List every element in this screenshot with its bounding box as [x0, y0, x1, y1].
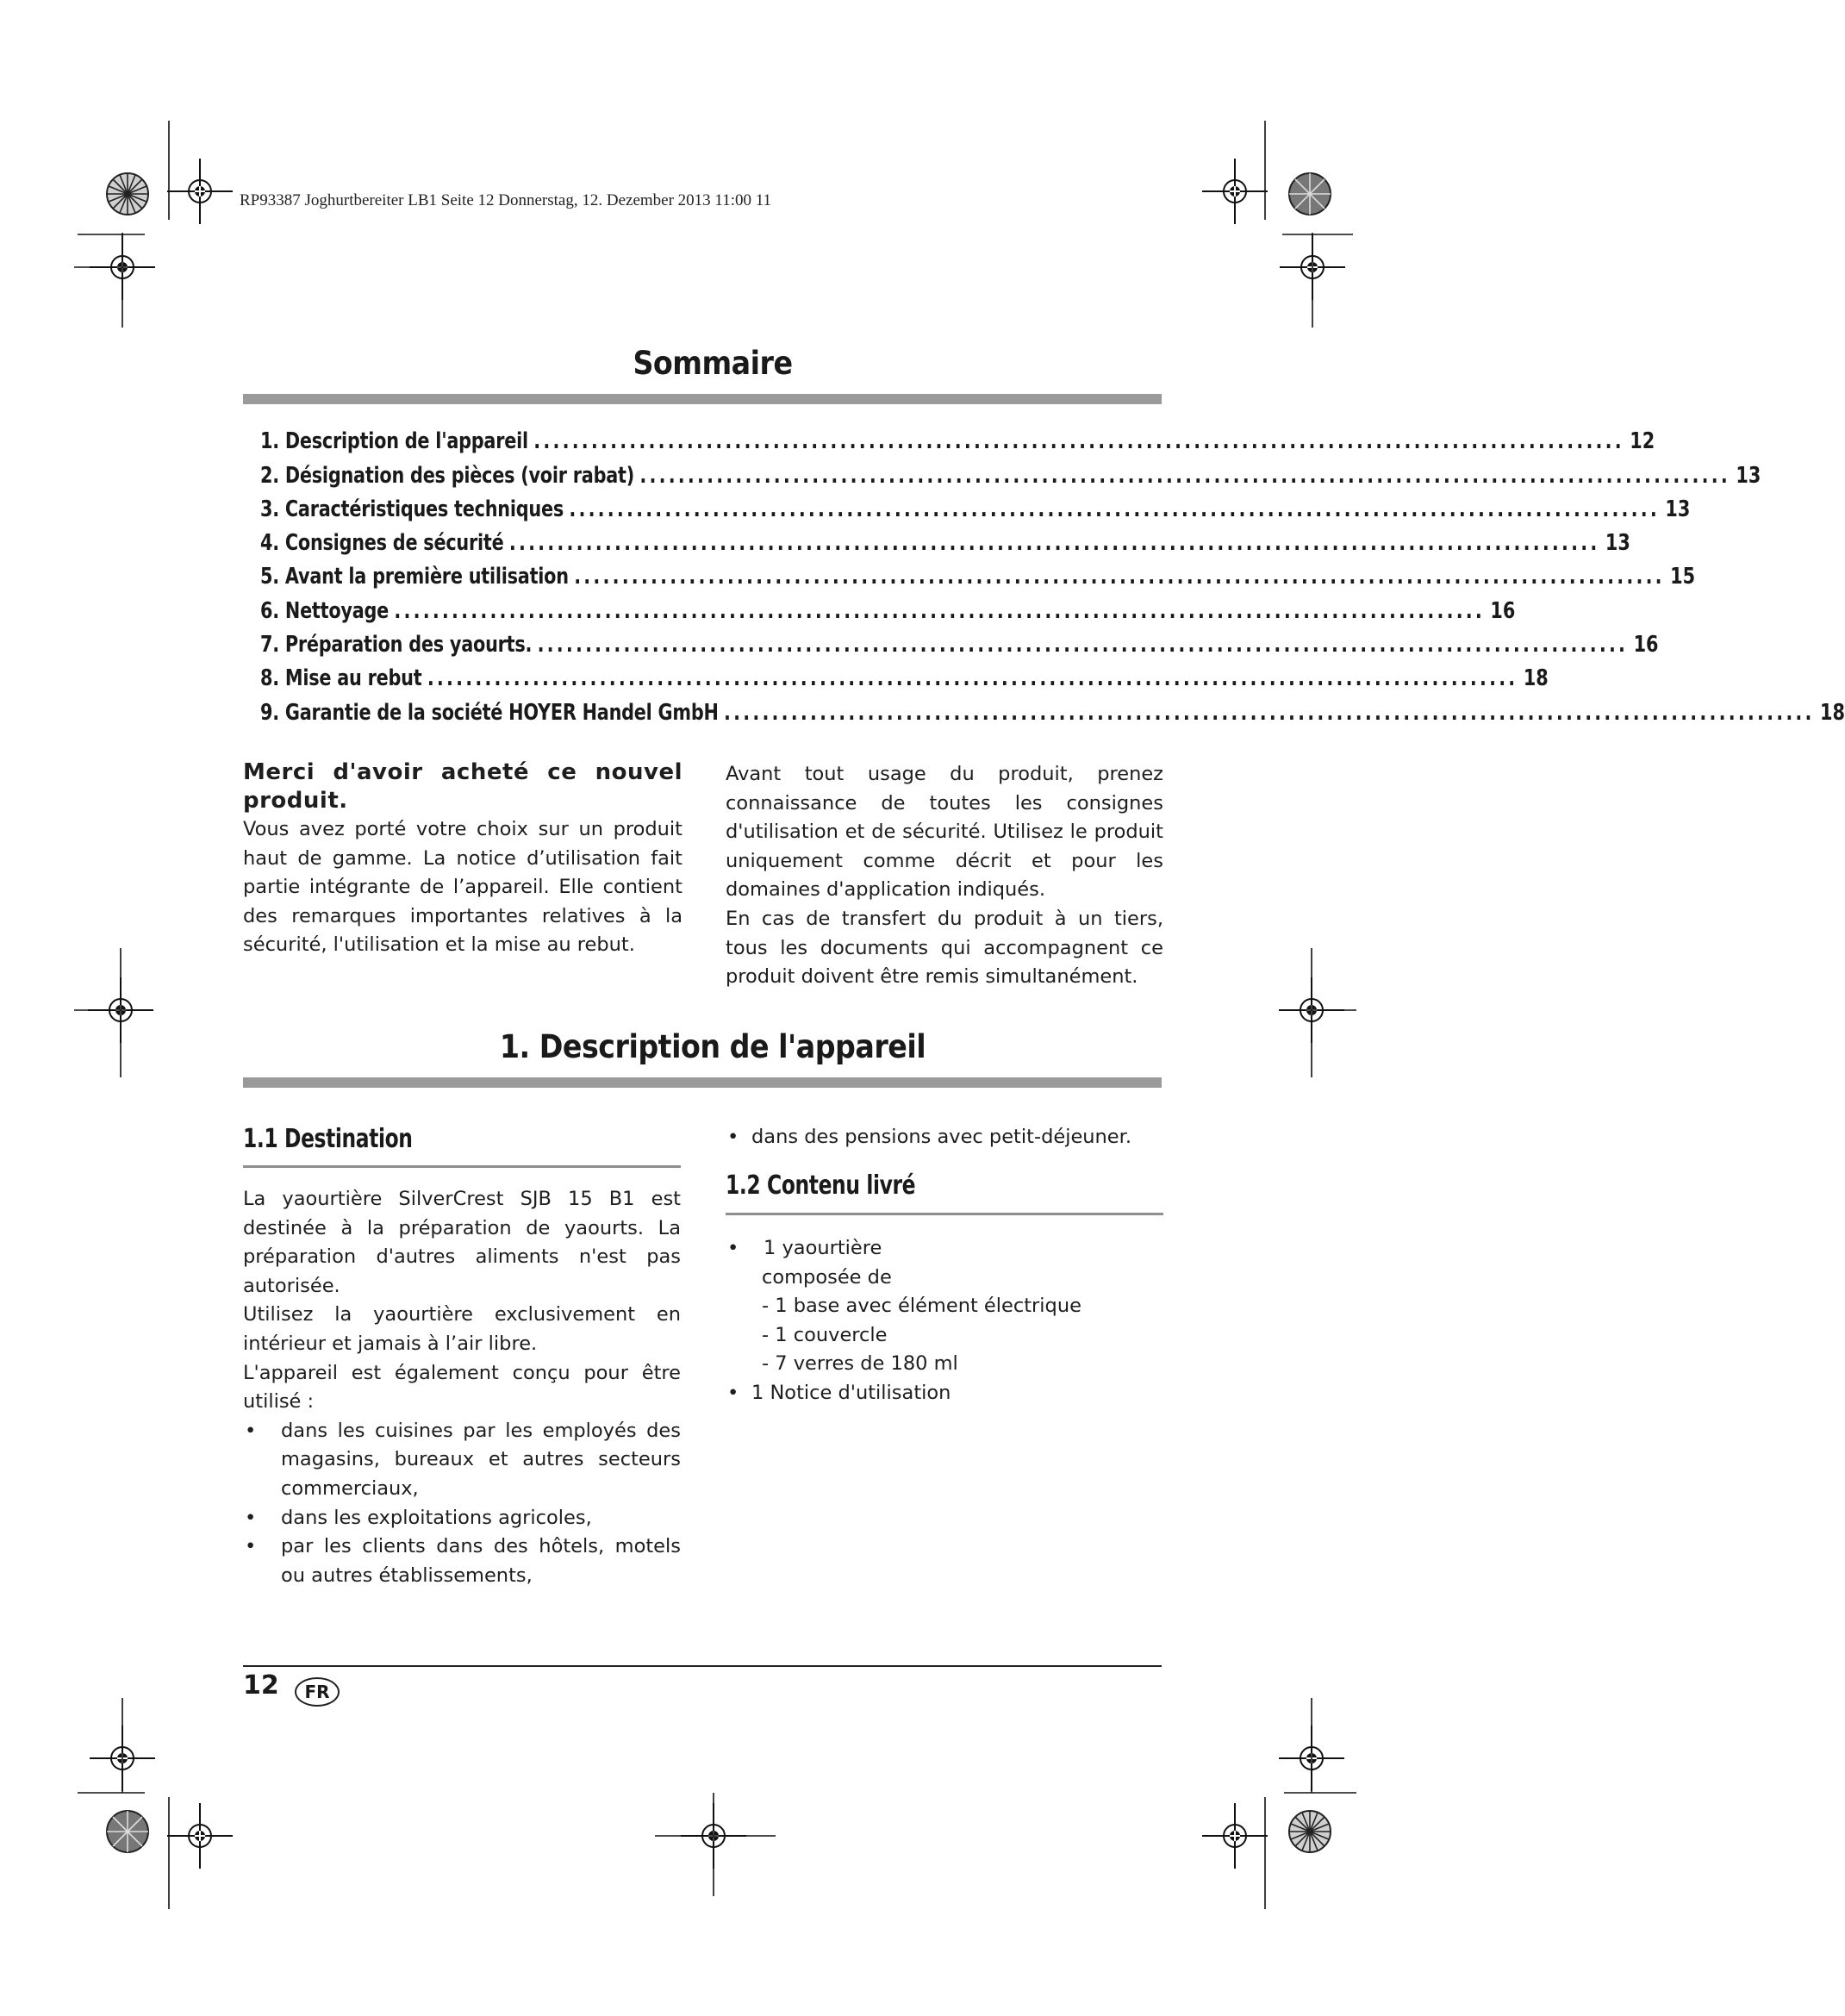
transfer-paragraph: En cas de transfert du produit à un tiers, tous les documents qui accompagnent ce produit doivent être remis simultanément. [726, 907, 1163, 989]
toc-entry[interactable]: 7. Préparation des yaourts. .................................................................................................................. 16 [260, 632, 1659, 658]
color-wheel-icon [107, 173, 148, 215]
toc-entry[interactable]: 5. Avant la première utilisation .................................................................................................................. 15 [260, 564, 1696, 590]
color-wheel-icon [1289, 173, 1331, 215]
list-item-detail: composée de [762, 1265, 892, 1289]
intro-heading: Merci d'avoir acheté ce nouvel produit. [243, 759, 683, 814]
intro-paragraph: Vous avez porté votre choix sur un produit haut de gamme. La notice d’utilisation fait partie intégrante de l’appareil. Elle contient des remarques importantes relatives à la sécurité, l'utilisation et la mise au rebut. [243, 818, 683, 957]
toc-entry[interactable]: 9. Garantie de la société HOYER Handel GmbH .................................................................................................................. 18 [260, 699, 1845, 726]
language-badge: FR [295, 1677, 340, 1707]
print-header: RP93387 Joghurtbereiter LB1 Seite 12 Donnerstag, 12. Dezember 2013 11:00 11 [240, 191, 772, 209]
registration-mark-icon [1202, 159, 1268, 224]
destination-paragraph: Utilisez la yaourtière exclusivement en intérieur et jamais à l’air libre. [243, 1303, 681, 1355]
toc-entry[interactable]: 8. Mise au rebut .................................................................................................................. 18 [260, 665, 1549, 692]
component-item: - 7 verres de 180 ml [762, 1352, 958, 1376]
color-wheel-icon [1289, 1811, 1331, 1852]
section-title: 1. Description de l'appareil [499, 1028, 926, 1065]
subsection-title-destination: 1.1 Destination [243, 1124, 413, 1154]
list-item: • dans les exploitations agricoles, [245, 1506, 592, 1529]
registration-mark-icon [1202, 1803, 1268, 1869]
toc-entry[interactable]: 2. Désignation des pièces (voir rabat) .................................................................................................................. 13 [260, 462, 1761, 489]
list-item: • par les clients dans des hôtels, motels ou autres établissements, [245, 1535, 681, 1587]
toc-entry[interactable]: 4. Consignes de sécurité .................................................................................................................. 13 [260, 530, 1630, 557]
component-item: - 1 base avec élément électrique [762, 1295, 1081, 1318]
toc-entry[interactable]: 3. Caractéristiques techniques .................................................................................................................. 13 [260, 496, 1691, 522]
usage-paragraph: Avant tout usage du produit, prenez connaissance de toutes les consignes d'utilisation et de sécurité. Utilisez le produit uniquement comme décrit et pour les domaines d'application indiqués. [726, 763, 1163, 902]
list-item: • dans les cuisines par les employés des magasins, bureaux et autres secteurs commerciaux, [245, 1419, 681, 1500]
registration-mark-icon [167, 1803, 233, 1869]
toc-entry[interactable]: 6. Nettoyage .................................................................................................................. 16 [260, 597, 1516, 624]
registration-mark-icon [167, 159, 233, 224]
destination-paragraph: L'appareil est également conçu pour être utilisé : [243, 1361, 681, 1414]
list-item: • dans des pensions avec petit-déjeuner. [727, 1126, 1131, 1148]
subsection-title-contents: 1.2 Contenu livré [726, 1170, 916, 1201]
toc-title: Sommaire [633, 345, 793, 382]
list-item: • 1 Notice d'utilisation [727, 1381, 951, 1404]
list-item: • 1 yaourtière [727, 1237, 882, 1259]
color-wheel-icon [107, 1811, 148, 1852]
destination-paragraph: La yaourtière SilverCrest SJB 15 B1 est destinée à la préparation de yaourts. La préparation d'autres aliments n'est pas autorisée. [243, 1188, 681, 1297]
toc-entry[interactable]: 1. Description de l'appareil .................................................................................................................. 12 [260, 428, 1655, 455]
page-number: 12 [243, 1670, 279, 1701]
component-item: - 1 couvercle [762, 1323, 888, 1346]
